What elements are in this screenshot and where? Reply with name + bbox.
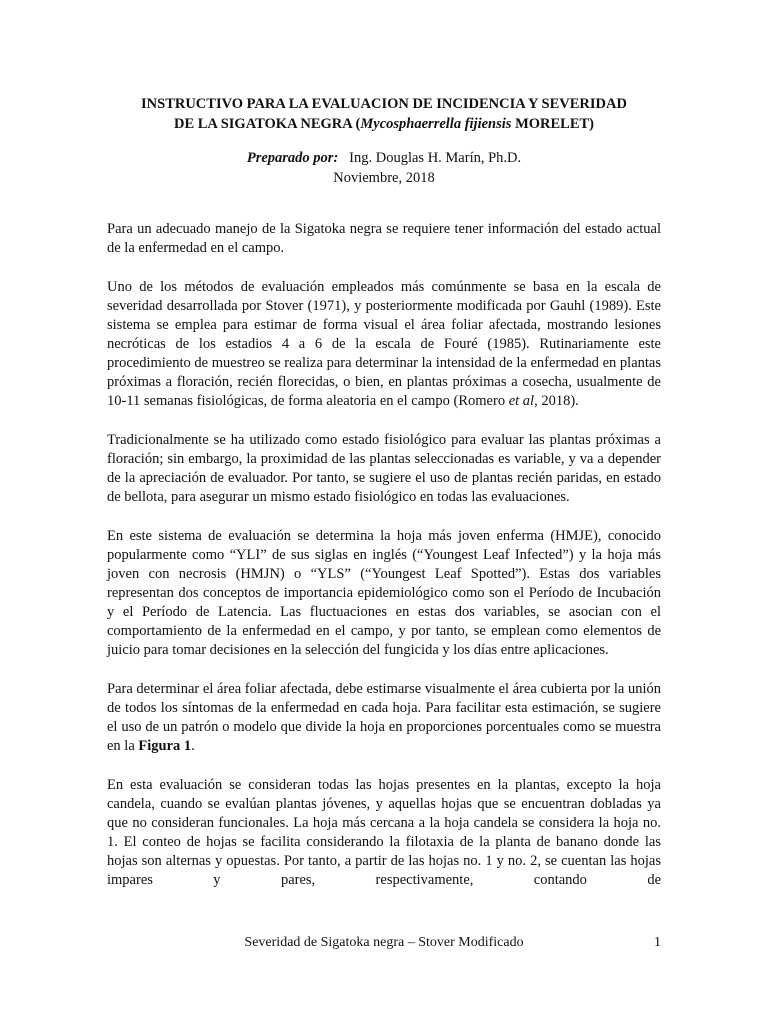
document-body (107, 220, 661, 910)
author-line (60, 148, 708, 168)
paragraph-2-text: Uno de los métodos de evaluación empleados más comúnmente se basa en la escala de severidad desarrollada por Stover (1971), y posteriormente modificada por Gauhl (1989). Este sistema se emplea para estimar de forma visual el área foliar afectada, mostrando lesiones necróticas de los estadios 4 a 6 de la escala de Fouré (1985). Rutinariamente este procedimiento de muestreo se realiza para determinar la intensidad de la enfermedad en plantas próximas a floración, recién florecidas, o bien, en plantas próximas a cosecha, usualmente de 10-11 semanas fisiológicas, de forma aleatoria en el campo (Romero (107, 279, 661, 409)
paragraph-5-end: . (191, 738, 195, 754)
author-name: Ing. Douglas H. Marín, Ph.D. (338, 150, 522, 166)
title-line-2-suffix: MORELET) (511, 116, 595, 132)
prepared-by-label: Preparado por: (246, 150, 339, 166)
paragraph-leaf-area (107, 680, 661, 756)
byline (60, 148, 708, 188)
running-footer-title: Severidad de Sigatoka negra – Stover Modificado (244, 935, 524, 950)
paragraph-hmje-hmjn: En este sistema de evaluación se determina la hoja más joven enferma (HMJE), conocido popularmente como “YLI” de sus siglas en inglés (“Youngest Leaf Infected”) y la hoja más joven con necrosis (HMJN) o “YLS” (“Youngest Leaf Spotted”). Estas dos variables representan dos conceptos de importancia epidemiológico como son el Período de Incubación y el Período de Latencia. Las fluctuaciones en estas dos variables, se asocian con el comportamiento de la enfermedad en el campo, y por tanto, se emplean como elementos de juicio para tomar decisiones en la selección del fungicida y los días entre aplicaciones. (107, 528, 661, 658)
species-name: Mycosphaerrella fijiensis (360, 116, 512, 132)
paragraph-physiological-state: Tradicionalmente se ha utilizado como estado fisiológico para evaluar las plantas próximas a floración; sin embargo, la proximidad de las plantas seleccionadas es variable, y va a depender de la apreciación de evaluador. Por tanto, se sugiere el uso de plantas recién paridas, en estado de bellota, para asegurar un mismo estado fisiológico en todas las evaluaciones. (107, 432, 661, 505)
paragraph-evaluation-methods (107, 278, 661, 411)
page-number: 1 (654, 935, 661, 950)
title-line-1: INSTRUCTIVO PARA LA EVALUACION DE INCIDENCIA Y SEVERIDAD (141, 96, 627, 112)
paragraph-5-text: Para determinar el área foliar afectada, debe estimarse visualmente el área cubierta por la unión de todos los síntomas de la enfermedad en cada hoja. Para facilitar esta estimación, se sugiere el uso de un patrón o modelo que divide la hoja en proporciones porcentuales como se muestra en la (107, 681, 661, 754)
paragraph-intro: Para un adecuado manejo de la Sigatoka negra se requiere tener información del estado actual de la enfermedad en el campo. (107, 221, 661, 256)
title-line-2-prefix: DE LA SIGATOKA NEGRA ( (173, 116, 361, 132)
document-date: Noviembre, 2018 (333, 170, 435, 186)
figure-1-reference: Figura 1 (138, 738, 192, 754)
title-line-2 (60, 114, 708, 134)
document-title (60, 94, 708, 134)
paragraph-2-end: , 2018). (534, 393, 579, 409)
paragraph-leaf-counting: En esta evaluación se consideran todas las hojas presentes en la plantas, excepto la hoja candela, cuando se evalúan plantas jóvenes, y aquellas hojas que se encuentran dobladas ya que no consideran funcionales. La hoja más cercana a la hoja candela se considera la hoja no. 1. El conteo de hojas se facilita considerando la filotaxia de la planta de banano donde las hojas son alternas y opuestas. Por tanto, a partir de las hojas no. 1 y no. 2, se cuentan las hojas impares y pares, respectivamente, contando de (107, 777, 661, 888)
citation-et-al: et al (508, 393, 535, 409)
